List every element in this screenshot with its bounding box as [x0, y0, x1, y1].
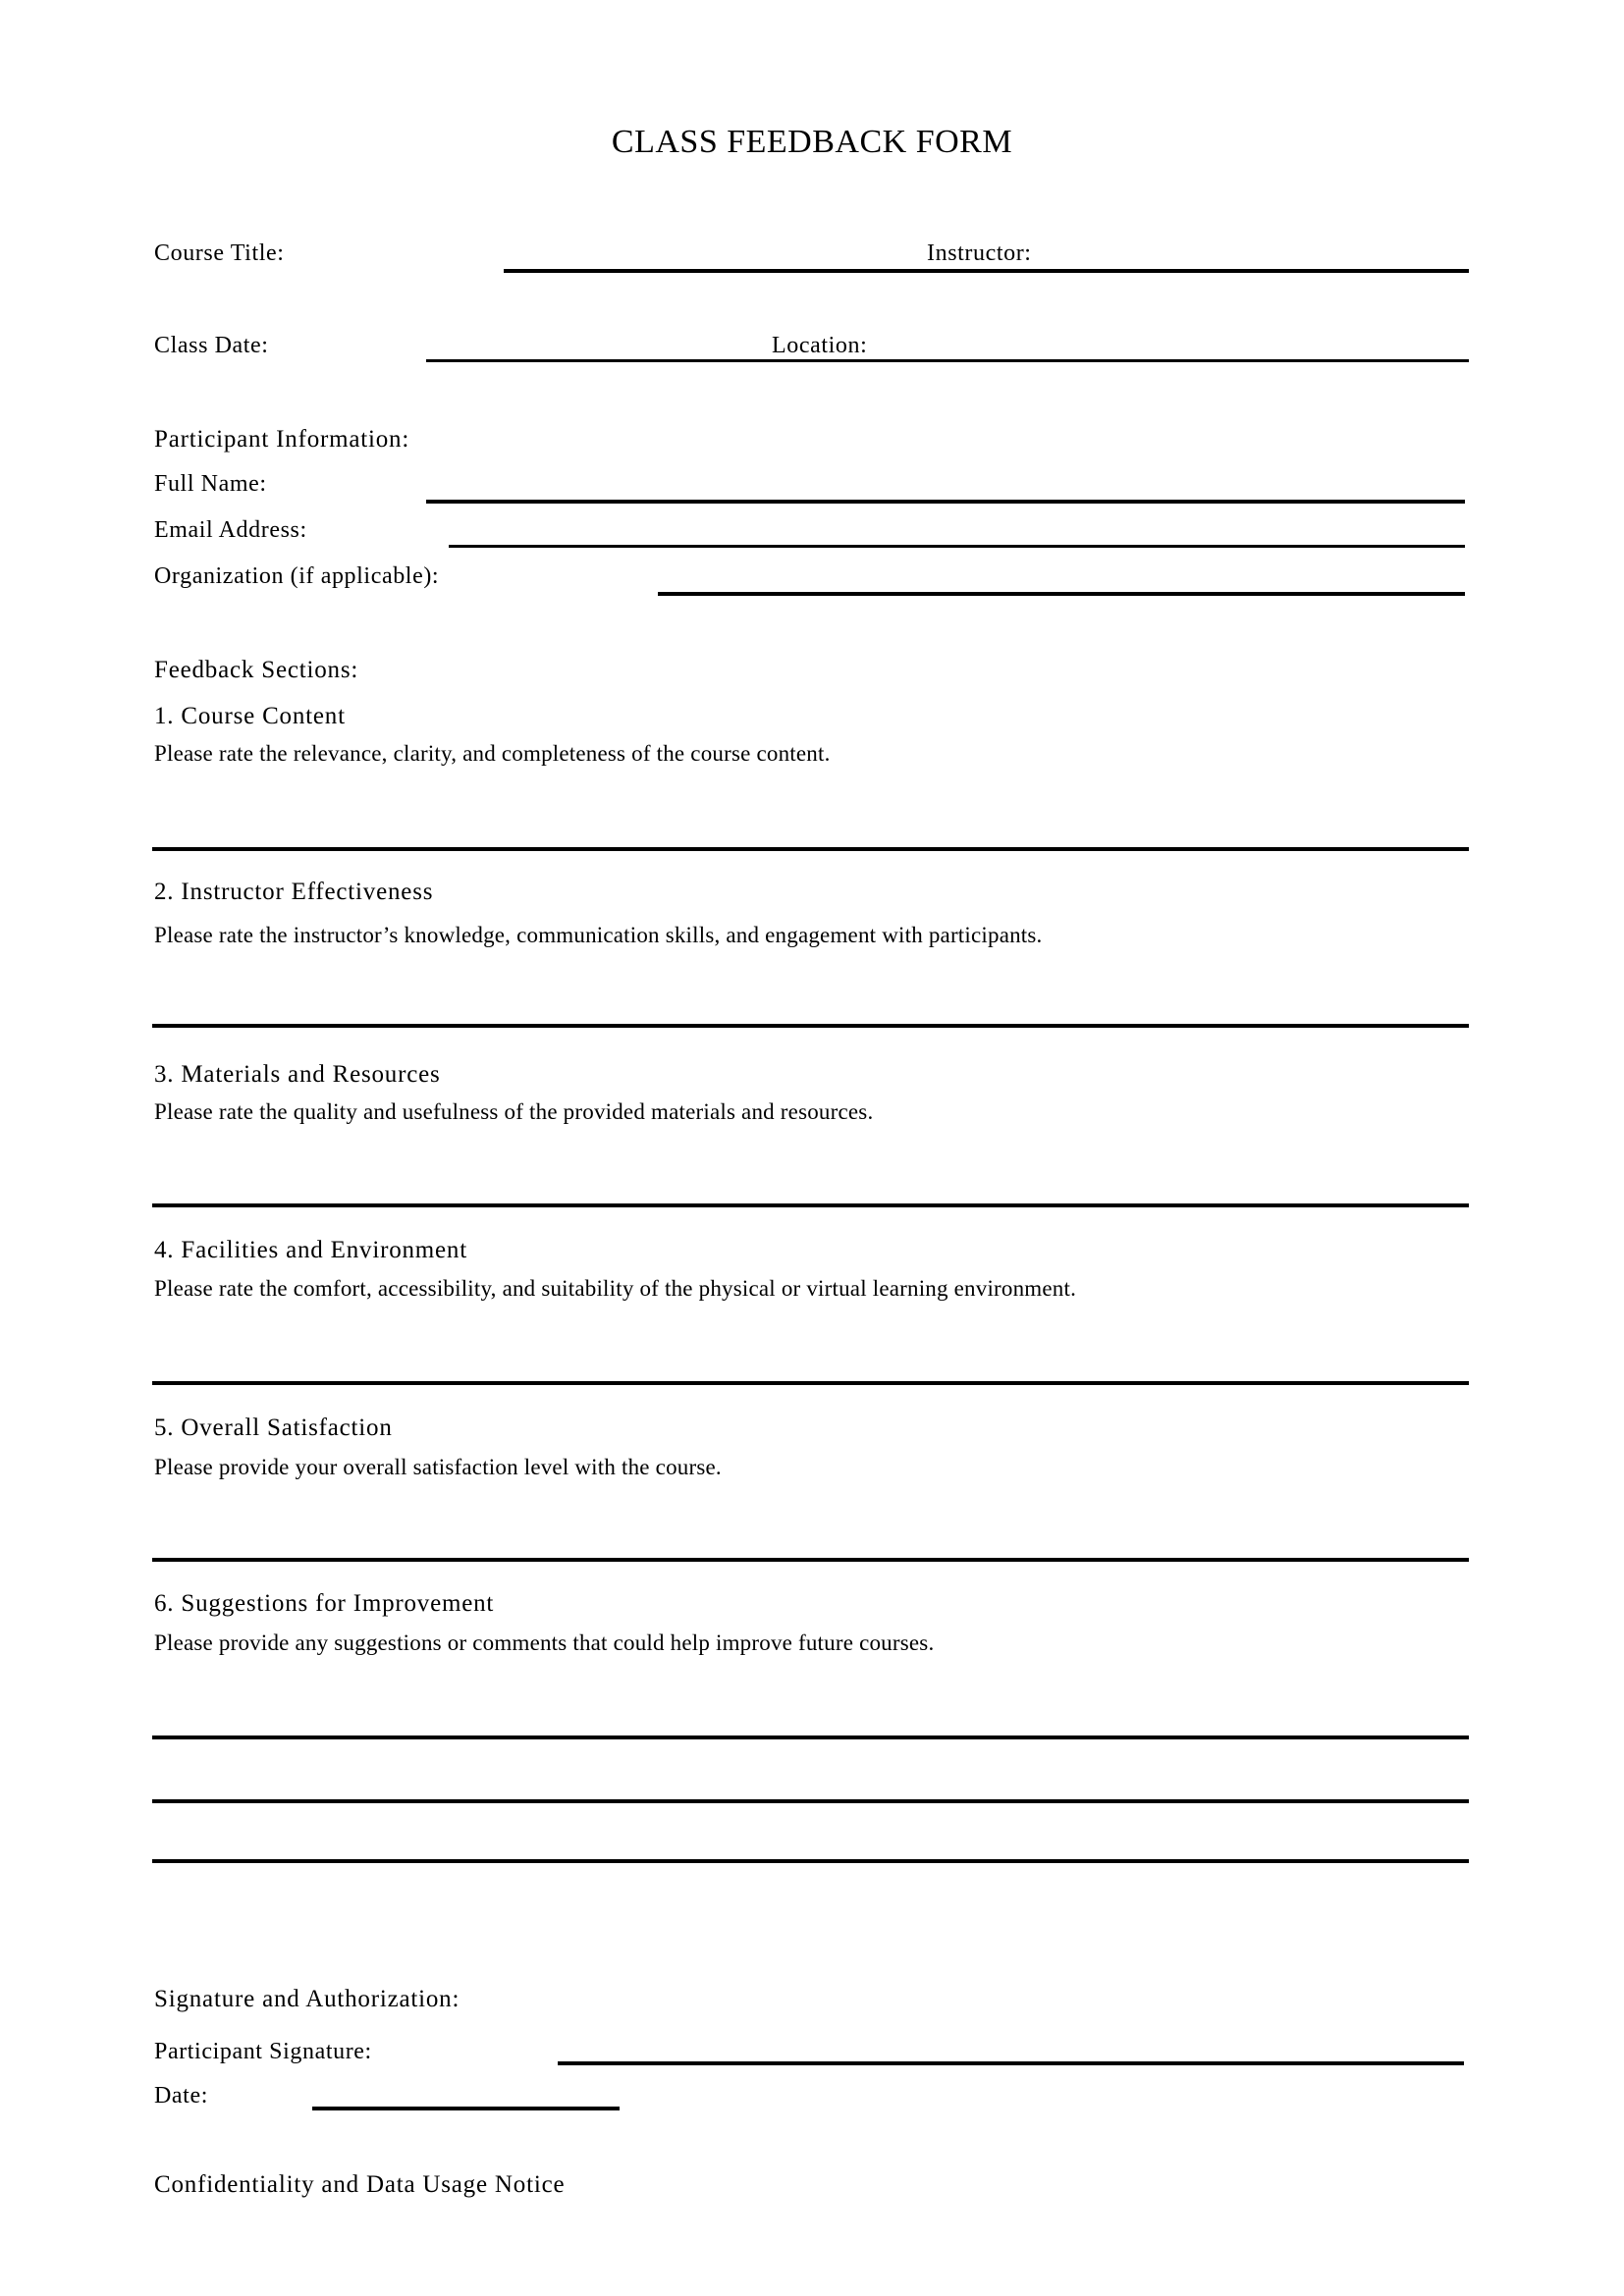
course-title-line[interactable]	[504, 269, 1469, 273]
location-label: Location:	[772, 333, 868, 358]
page-title: CLASS FEEDBACK FORM	[611, 124, 1013, 160]
section-1-answer-line[interactable]	[152, 847, 1469, 851]
course-title-label: Course Title:	[154, 240, 285, 266]
section-2-heading: 2. Instructor Effectiveness	[154, 879, 434, 905]
participant-information-heading: Participant Information:	[154, 426, 410, 453]
comment-line-2[interactable]	[152, 1799, 1469, 1803]
section-6-heading: 6. Suggestions for Improvement	[154, 1590, 495, 1617]
instructor-label: Instructor:	[927, 240, 1032, 266]
confidentiality-notice-heading: Confidentiality and Data Usage Notice	[154, 2171, 566, 2198]
participant-signature-label: Participant Signature:	[154, 2039, 372, 2064]
comment-line-1[interactable]	[152, 1735, 1469, 1739]
section-3-description: Please rate the quality and usefulness of the provided materials and resources.	[154, 1099, 874, 1124]
class-date-line[interactable]	[426, 359, 1469, 362]
email-address-label: Email Address:	[154, 517, 307, 543]
section-4-description: Please rate the comfort, accessibility, and suitability of the physical or virtual learning environment.	[154, 1276, 1077, 1301]
full-name-line[interactable]	[426, 500, 1465, 504]
section-4-heading: 4. Facilities and Environment	[154, 1237, 467, 1263]
section-3-answer-line[interactable]	[152, 1203, 1469, 1207]
participant-signature-line[interactable]	[558, 2061, 1464, 2065]
date-label: Date:	[154, 2083, 208, 2109]
date-line[interactable]	[312, 2107, 620, 2110]
section-6-description: Please provide any suggestions or comments that could help improve future courses.	[154, 1630, 935, 1655]
section-2-description: Please rate the instructor’s knowledge, communication skills, and engagement with participants.	[154, 923, 1043, 947]
feedback-sections-heading: Feedback Sections:	[154, 657, 359, 683]
organization-label: Organization (if applicable):	[154, 563, 440, 589]
organization-line[interactable]	[658, 592, 1465, 596]
section-2-answer-line[interactable]	[152, 1024, 1469, 1028]
email-address-line[interactable]	[449, 545, 1465, 548]
section-5-heading: 5. Overall Satisfaction	[154, 1415, 393, 1441]
comment-line-3[interactable]	[152, 1859, 1469, 1863]
full-name-label: Full Name:	[154, 471, 267, 497]
section-3-heading: 3. Materials and Resources	[154, 1061, 441, 1088]
section-5-description: Please provide your overall satisfaction level with the course.	[154, 1455, 722, 1479]
section-4-answer-line[interactable]	[152, 1381, 1469, 1385]
class-date-label: Class Date:	[154, 333, 269, 358]
section-5-answer-line[interactable]	[152, 1558, 1469, 1562]
section-1-description: Please rate the relevance, clarity, and completeness of the course content.	[154, 741, 831, 766]
section-1-heading: 1. Course Content	[154, 703, 346, 729]
signature-authorization-heading: Signature and Authorization:	[154, 1986, 460, 2012]
